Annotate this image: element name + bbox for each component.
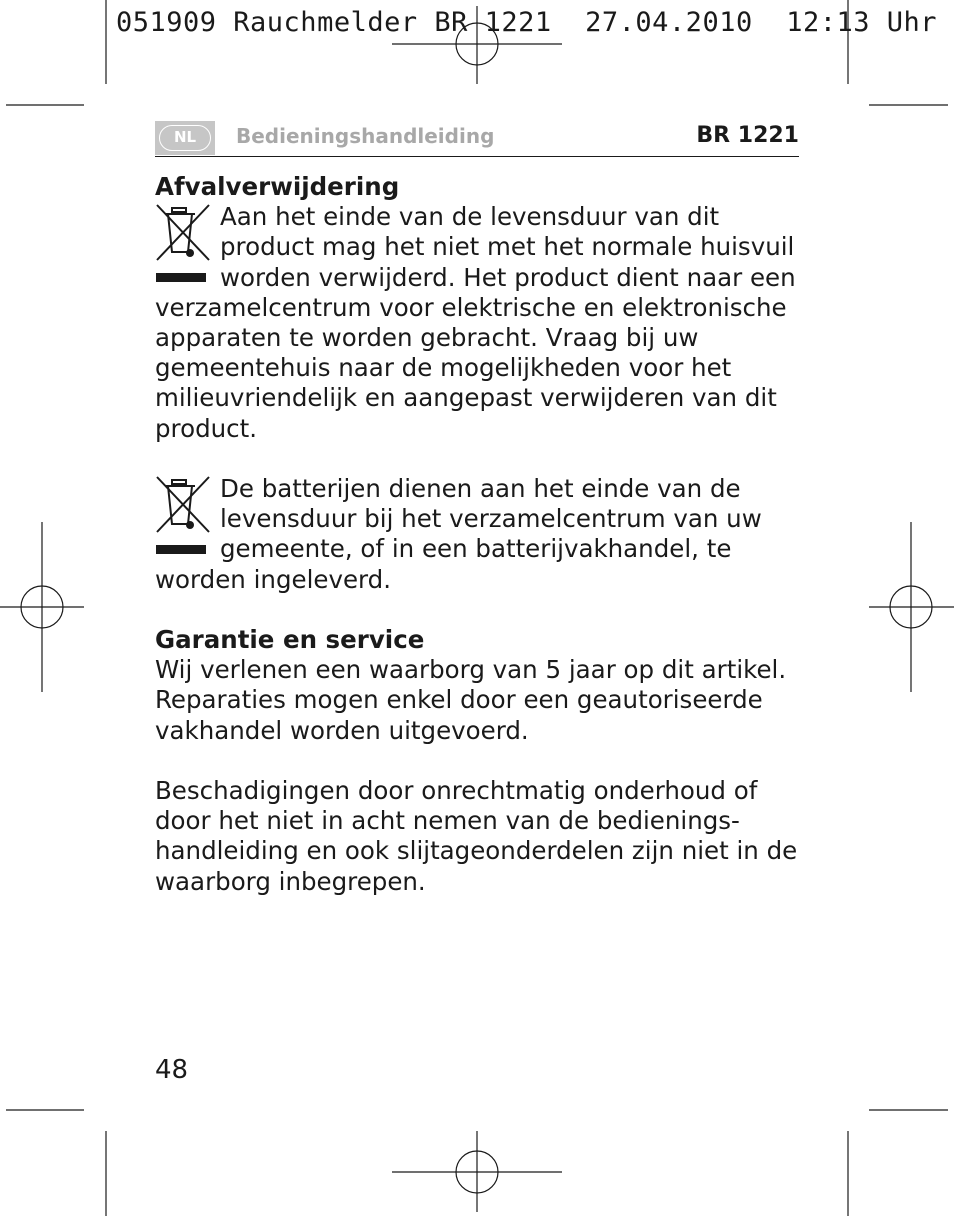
registration-mark-bottom <box>392 1131 562 1212</box>
language-code: NL <box>159 125 211 151</box>
page-content <box>155 172 815 897</box>
warranty-heading: Garantie en service <box>155 625 425 655</box>
disposal-product-paragraph <box>155 202 815 444</box>
crossed-out-bin-icon <box>155 474 211 558</box>
disposal-heading: Afvalverwijdering <box>155 172 400 201</box>
registration-mark-top <box>392 6 562 84</box>
model-number: BR 1221 <box>696 123 799 148</box>
crossed-out-bin-icon <box>155 202 211 286</box>
disposal-battery-text: De batterijen dienen aan het einde van de levensduur bij het verzamelcentrum van uw gemeente, of in een batterijvakhandel, te worden ingeleverd. <box>155 474 762 594</box>
crop-mark-bottom-left <box>6 1110 106 1216</box>
warranty-text-1: Wij verlenen een waarborg van 5 jaar op dit artikel. Reparaties mogen enkel door een geautoriseerde vakhandel worden uitgevoerd. <box>155 655 787 745</box>
crop-mark-top-left <box>6 0 106 105</box>
crop-mark-bottom-right <box>848 1110 948 1216</box>
print-slug: 051909 Rauchmelder BR 1221 27.04.2010 12:13 Uhr <box>116 7 938 38</box>
page-number: 48 <box>155 1055 189 1085</box>
language-badge <box>155 121 215 155</box>
crop-mark-top-right <box>848 0 948 105</box>
manual-title: Bedieningshandleiding <box>236 124 495 148</box>
registration-mark-right <box>869 522 954 692</box>
registration-mark-left <box>0 522 84 692</box>
warranty-text-2: Beschadigingen door onrechtmatig onderhoud of door het niet in acht nemen van de bedienings-handleiding en ook slijtageonderdelen zijn niet in de waarborg inbegrepen. <box>155 776 798 896</box>
disposal-product-text: Aan het einde van de levensduur van dit product mag het niet met het normale huisvuil worden verwijderd. Het product dient naar een verzamelcentrum voor elektrische en elektronische apparaten te worden gebracht. Vraag bij uw gemeentehuis naar de mogelijkheden voor het milieuvriendelijk en aangepast verwijderen van dit product. <box>155 202 796 443</box>
page-header <box>155 119 799 157</box>
disposal-battery-paragraph <box>155 474 815 595</box>
